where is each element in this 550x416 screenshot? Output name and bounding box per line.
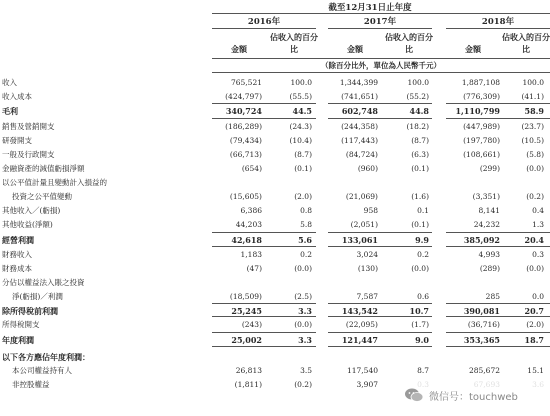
subtotal-rule — [446, 246, 550, 247]
col-amount-2017: 金額 — [347, 44, 363, 54]
amount-cell: 285,672 — [468, 366, 500, 375]
amount-cell: 1,887,108 — [461, 78, 500, 87]
pct-cell: (0.0) — [294, 264, 312, 273]
title-underline — [212, 13, 550, 14]
pct-cell: (55.2) — [406, 92, 429, 101]
pct-cell: 5.6 — [298, 235, 312, 245]
pct-cell: 20.7 — [524, 306, 544, 316]
year-2016: 2016年 — [247, 17, 281, 27]
amount-cell: 121,447 — [341, 335, 378, 345]
pct-cell: 58.9 — [524, 106, 544, 116]
row-label: 分佔以權益法入賬之投資 — [2, 278, 85, 287]
amount-cell: (1,811) — [234, 380, 262, 389]
amount-cell: 958 — [363, 206, 378, 215]
col-amount-2016: 金額 — [231, 44, 247, 54]
subtotal-rule — [446, 118, 550, 119]
year-2017: 2017年 — [363, 17, 397, 27]
subtotal-rule — [328, 332, 432, 333]
amount-cell: (776,309) — [463, 92, 500, 101]
row-label: 淨(虧損)／利潤 — [12, 292, 63, 301]
subtotal-rule — [212, 246, 316, 247]
amount-cell: (654) — [241, 164, 262, 173]
subtotal-rule — [212, 103, 316, 104]
amount-cell: (84,724) — [345, 150, 378, 159]
amount-cell: (424,797) — [225, 92, 262, 101]
pct-cell: (0.2) — [526, 192, 544, 201]
amount-cell: 26,813 — [235, 366, 262, 375]
amount-cell: 3,024 — [356, 250, 378, 259]
pct-cell: 0.4 — [532, 206, 544, 215]
amount-cell: (186,289) — [225, 122, 262, 131]
pct-cell: (0.1) — [411, 220, 429, 229]
pct-cell: (0.0) — [526, 164, 544, 173]
row-label: 收入 — [2, 78, 17, 87]
pct-cell: (5.8) — [526, 150, 544, 159]
pct-cell: 15.1 — [527, 366, 544, 375]
pct-cell: (0.2) — [294, 380, 312, 389]
pct-cell: 5.8 — [300, 220, 312, 229]
pct-cell: 100.0 — [290, 78, 312, 87]
row-label: 除所得稅前利潤 — [2, 306, 58, 316]
amount-cell: (21,069) — [345, 192, 378, 201]
amount-cell: (36,716) — [467, 320, 500, 329]
amount-cell: (22,095) — [345, 320, 378, 329]
pct-cell: 20.4 — [524, 235, 544, 245]
amount-cell: (15,605) — [229, 192, 262, 201]
amount-cell: 4,993 — [478, 250, 500, 259]
amount-cell: 390,081 — [463, 306, 500, 316]
unit-underline — [212, 72, 550, 73]
subtotal-rule — [446, 232, 550, 233]
amount-cell: (3,351) — [472, 192, 500, 201]
colhead-underline — [212, 58, 550, 59]
pct-cell: (0.0) — [526, 264, 544, 273]
pct-cell: (24.3) — [289, 122, 312, 131]
row-label: 以公平值計量且變動計入損益的 — [2, 178, 107, 187]
pct-cell: 10.7 — [409, 306, 429, 316]
pct-cell: 8.7 — [417, 366, 429, 375]
amount-cell: (18,509) — [229, 292, 262, 301]
amount-cell: 44,203 — [235, 220, 262, 229]
row-label: 投資之公平值變動 — [12, 192, 72, 201]
pct-cell: (8.7) — [411, 136, 429, 145]
pct-cell: (1.6) — [411, 192, 429, 201]
pct-cell: 0.0 — [532, 292, 544, 301]
subtotal-rule — [446, 303, 550, 304]
pct-cell: (2.0) — [526, 320, 544, 329]
col-amount-2018: 金額 — [465, 44, 481, 54]
pct-cell: (6.3) — [411, 150, 429, 159]
row-label: 本公司權益持有人 — [12, 366, 72, 375]
amount-cell: (299) — [479, 164, 500, 173]
amount-cell: 285 — [485, 292, 500, 301]
pct-cell: (0.1) — [411, 164, 429, 173]
pct-cell: (2.5) — [294, 292, 312, 301]
row-label: 非控股權益 — [12, 380, 50, 389]
amount-cell: 353,365 — [463, 335, 500, 345]
pct-cell: 1.3 — [532, 220, 544, 229]
subtotal-rule — [328, 316, 432, 317]
row-label: 經營利潤 — [2, 235, 34, 245]
subtotal-rule — [212, 332, 316, 333]
row-label: 財務收入 — [2, 250, 32, 259]
amount-cell: (244,358) — [341, 122, 378, 131]
pct-cell: (8.7) — [294, 150, 312, 159]
subtotal-rule — [446, 332, 550, 333]
amount-cell: 117,540 — [346, 366, 378, 375]
row-label: 金融資產的減值虧損淨額 — [2, 164, 85, 173]
amount-cell: (117,443) — [341, 136, 378, 145]
period-title: 截至12月31日止年度 — [328, 3, 412, 13]
subtotal-rule — [212, 346, 316, 347]
amount-cell: (447,989) — [463, 122, 500, 131]
pct-cell: 44.8 — [409, 106, 429, 116]
pct-cell: 3.3 — [298, 335, 312, 345]
amount-cell: 1,344,399 — [339, 78, 378, 87]
pct-cell: 18.7 — [524, 335, 544, 345]
pct-cell: 44.5 — [292, 106, 312, 116]
wechat-watermark — [400, 380, 550, 410]
amount-cell: 1,110,799 — [455, 106, 500, 116]
subtotal-rule — [212, 232, 316, 233]
amount-cell: 1,183 — [240, 250, 262, 259]
pct-cell: 3.5 — [300, 366, 312, 375]
amount-cell: (243) — [241, 320, 262, 329]
subtotal-rule — [212, 303, 316, 304]
unit-note: （除百分比外，單位為人民幣千元） — [321, 61, 441, 70]
wechat-icon — [404, 387, 424, 403]
col-pct-2017: 佔收入的百分比 — [385, 32, 433, 54]
year-underline-2018 — [446, 28, 550, 29]
pct-cell: (23.7) — [521, 122, 544, 131]
pct-cell: 0.8 — [300, 206, 312, 215]
row-label: 財務成本 — [2, 264, 32, 273]
pct-cell: 9.0 — [415, 335, 429, 345]
pct-cell: (55.5) — [289, 92, 312, 101]
amount-cell: 42,618 — [231, 235, 262, 245]
pct-cell: (10.4) — [289, 136, 312, 145]
amount-cell: 3,907 — [356, 380, 378, 389]
year-2018: 2018年 — [481, 17, 515, 27]
amount-cell: (79,434) — [229, 136, 262, 145]
row-label: 收入成本 — [2, 92, 32, 101]
amount-cell: (741,651) — [341, 92, 378, 101]
row-label: 研發開支 — [2, 136, 32, 145]
pct-cell: 9.9 — [415, 235, 429, 245]
row-label: 所得稅開支 — [2, 320, 40, 329]
col-pct-2016: 佔收入的百分比 — [270, 32, 318, 54]
amount-cell: 8,141 — [478, 206, 500, 215]
amount-cell: 765,521 — [230, 78, 262, 87]
pct-cell: (18.2) — [406, 122, 429, 131]
pct-cell: (2.0) — [294, 192, 312, 201]
amount-cell: (130) — [357, 264, 378, 273]
pct-cell: 0.2 — [300, 250, 312, 259]
subtotal-rule — [446, 103, 550, 104]
amount-cell: 385,092 — [463, 235, 500, 245]
subtotal-rule — [328, 303, 432, 304]
pct-cell: (0.0) — [294, 320, 312, 329]
amount-cell: 24,232 — [473, 220, 500, 229]
col-pct-2018: 佔收入的百分比 — [502, 32, 550, 54]
amount-cell: 25,245 — [231, 306, 262, 316]
amount-cell: (960) — [357, 164, 378, 173]
amount-cell: (108,661) — [463, 150, 500, 159]
year-underline-2016 — [212, 28, 316, 29]
pct-cell: 100.0 — [522, 78, 544, 87]
pct-cell: 3.3 — [298, 306, 312, 316]
row-label: 一般及行政開支 — [2, 150, 55, 159]
row-label: 其他收益(淨額) — [2, 220, 53, 229]
row-label: 以下各方應佔年度利潤： — [2, 352, 90, 362]
subtotal-rule — [212, 118, 316, 119]
subtotal-rule — [328, 232, 432, 233]
amount-cell: (47) — [246, 264, 262, 273]
pct-cell: 0.6 — [417, 292, 429, 301]
subtotal-rule — [328, 118, 432, 119]
year-underline-2017 — [328, 28, 432, 29]
subtotal-rule — [212, 316, 316, 317]
amount-cell: (66,713) — [229, 150, 262, 159]
amount-cell: 133,061 — [341, 235, 378, 245]
amount-cell: 340,724 — [225, 106, 262, 116]
subtotal-rule — [328, 346, 432, 347]
amount-cell: (289) — [479, 264, 500, 273]
amount-cell: (197,780) — [463, 136, 500, 145]
subtotal-rule — [446, 316, 550, 317]
pct-cell: 100.0 — [407, 78, 429, 87]
row-label: 毛利 — [2, 106, 18, 116]
amount-cell: 602,748 — [341, 106, 378, 116]
amount-cell: 6,386 — [240, 206, 262, 215]
pct-cell: (1.7) — [411, 320, 429, 329]
amount-cell: 25,002 — [231, 335, 262, 345]
subtotal-rule — [328, 103, 432, 104]
pct-cell: (0.0) — [411, 264, 429, 273]
amount-cell: (2,051) — [350, 220, 378, 229]
pct-cell: (41.1) — [521, 92, 544, 101]
pct-cell: 0.2 — [417, 250, 429, 259]
amount-cell: 143,542 — [341, 306, 378, 316]
watermark-text: 微信号：touchweb — [429, 391, 518, 403]
subtotal-rule — [328, 246, 432, 247]
row-label: 其他收入／(虧損) — [2, 206, 61, 215]
pct-cell: (10.5) — [521, 136, 544, 145]
amount-cell: 7,587 — [356, 292, 378, 301]
pct-cell: (0.1) — [294, 164, 312, 173]
row-label: 年度利潤 — [2, 335, 34, 345]
pct-cell: 0.3 — [532, 250, 544, 259]
pct-cell: 0.1 — [417, 206, 429, 215]
row-label: 銷售及營銷開支 — [2, 122, 55, 131]
subtotal-rule — [446, 346, 550, 347]
